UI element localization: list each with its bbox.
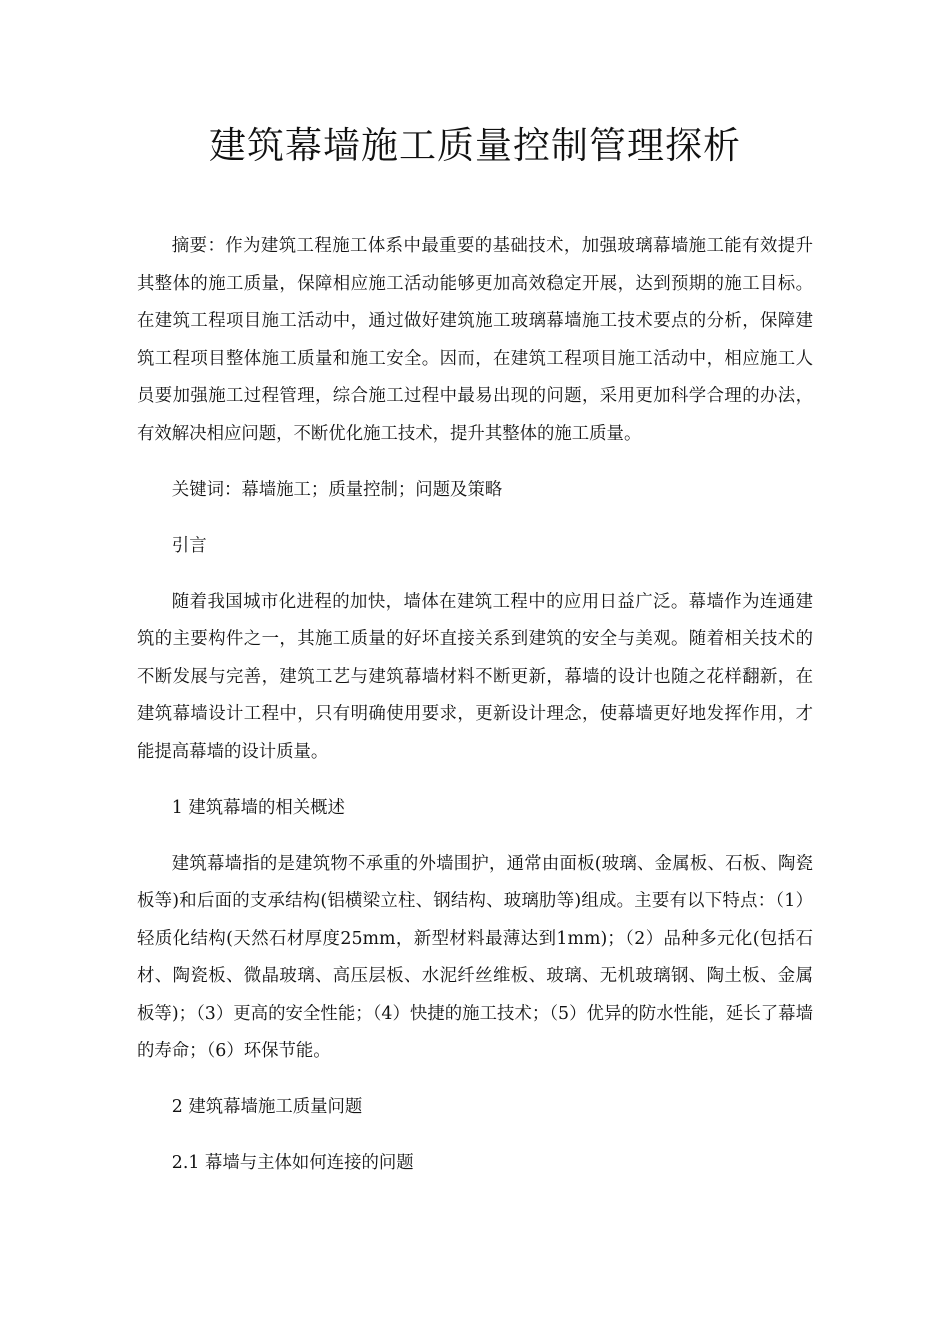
document-body — [137, 228, 813, 1201]
section-heading-2-1: 2.1 幕墙与主体如何连接的问题 — [171, 1153, 414, 1173]
section-1-paragraph: 建筑幕墙指的是建筑物不承重的外墙围护，通常由面板(玻璃、金属板、石板、陶瓷板等)和后面的支承结构(铝横梁立柱、钢结构、玻璃肋等)组成。主要有以下特点：（1）轻质化结构(天然石材厚度25mm，新型材料最薄达到1mm)；（2）品种多元化(包括石材、陶瓷板、微晶玻璃、高压层板、水泥纤丝维板、玻璃、无机玻璃钢、陶土板、金属板等)；（3）更高的安全性能；（4）快捷的施工技术；（5）优异的防水性能，延长了幕墙的寿命；（6）环保节能。 — [137, 853, 813, 1061]
abstract-paragraph: 摘要：作为建筑工程施工体系中最重要的基础技术，加强玻璃幕墙施工能有效提升其整体的施工质量，保障相应施工活动能够更加高效稳定开展，达到预期的施工目标。在建筑工程项目施工活动中，通过做好建筑施工玻璃幕墙施工技术要点的分析，保障建筑工程项目整体施工质量和施工安全。因而，在建筑工程项目施工活动中，相应施工人员要加强施工过程管理，综合施工过程中最易出现的问题，采用更加科学合理的办法，有效解决相应问题，不断优化施工技术，提升其整体的施工质量。 — [137, 236, 813, 444]
keywords-paragraph: 关键词：幕墙施工；质量控制；问题及策略 — [171, 479, 503, 500]
section-heading-introduction: 引言 — [171, 535, 207, 556]
document-title: 建筑幕墙施工质量控制管理探析 — [209, 124, 741, 167]
introduction-paragraph: 随着我国城市化进程的加快，墙体在建筑工程中的应用日益广泛。幕墙作为连通建筑的主要构件之一，其施工质量的好坏直接关系到建筑的安全与美观。随着相关技术的不断发展与完善，建筑工艺与建筑幕墙材料不断更新，幕墙的设计也随之花样翻新，在建筑幕墙设计工程中，只有明确使用要求，更新设计理念，使幕墙更好地发挥作用，才能提高幕墙的设计质量。 — [137, 591, 813, 762]
section-heading-1: 1 建筑幕墙的相关概述 — [171, 797, 345, 818]
section-heading-2: 2 建筑幕墙施工质量问题 — [171, 1097, 363, 1117]
